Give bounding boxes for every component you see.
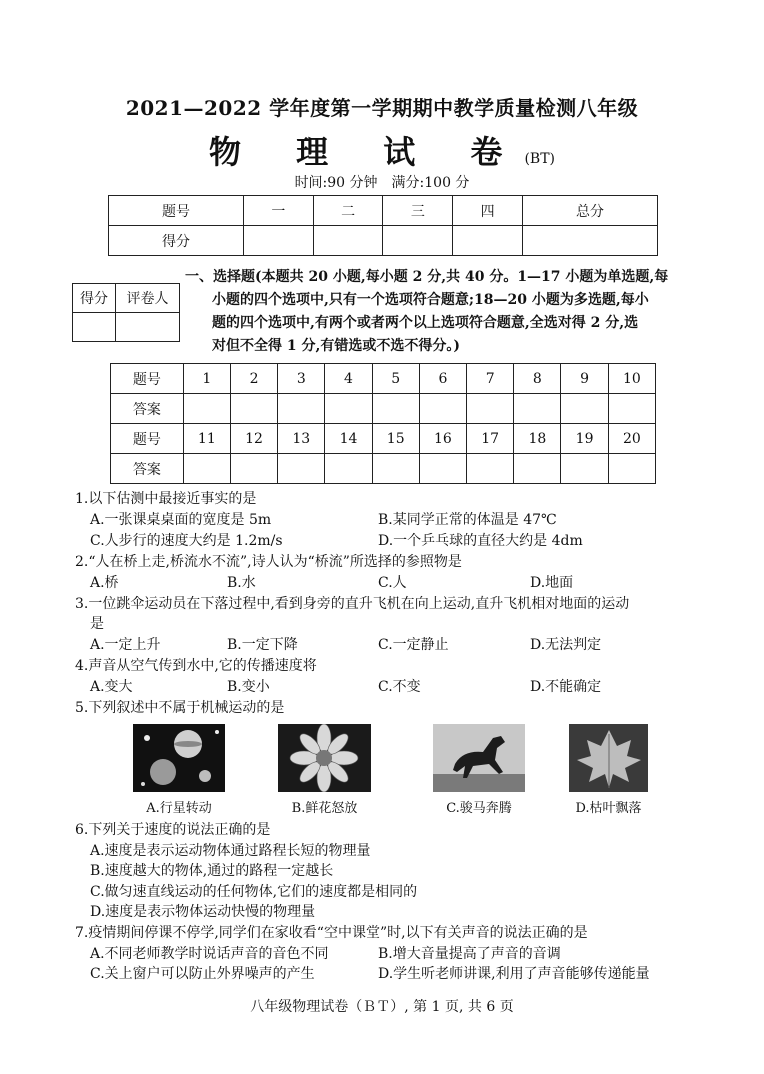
answer-qnum: 18	[514, 424, 561, 454]
section-instruction-line: 题的四个选项中,有两个或者两个以上选项符合题意,全选对得 2 分,选	[212, 315, 639, 331]
answer-blank-row	[111, 394, 656, 424]
answer-qnum: 11	[183, 424, 230, 454]
answer-blank[interactable]	[325, 454, 372, 484]
answer-qnum: 5	[372, 364, 419, 394]
grader-label: 评卷人	[116, 284, 180, 313]
answer-blank[interactable]	[419, 454, 466, 484]
answer-label: 题号	[111, 424, 184, 454]
score-cell: 题号	[109, 196, 244, 226]
question-3-option-d: D.无法判定	[530, 637, 602, 653]
answer-blank[interactable]	[372, 454, 419, 484]
leaf-image	[569, 724, 648, 792]
answer-blank[interactable]	[278, 454, 325, 484]
answer-blank[interactable]	[230, 454, 277, 484]
answer-qnum: 2	[230, 364, 277, 394]
question-7-option-b: B.增大音量提高了声音的音调	[378, 946, 561, 962]
score-cell: 一	[243, 196, 313, 226]
answer-blank-row	[111, 454, 656, 484]
question-7-option-d: D.学生听老师讲课,利用了声音能够传递能量	[378, 966, 650, 982]
question-3-option-a: A.一定上升	[90, 637, 161, 653]
answer-blank[interactable]	[514, 394, 561, 424]
answer-blank[interactable]	[467, 454, 514, 484]
question-4-option-d: D.不能确定	[530, 679, 602, 695]
answer-label: 答案	[111, 454, 184, 484]
answer-qnum: 13	[278, 424, 325, 454]
question-3-stem: 3.一位跳伞运动员在下落过程中,看到身旁的直升飞机在向上运动,直升飞机相对地面的运动	[75, 596, 630, 612]
question-1-option-a: A.一张课桌桌面的宽度是 5m	[90, 512, 272, 528]
question-6-option-b: B.速度越大的物体,通过的路程一定越长	[90, 863, 334, 879]
answer-blank[interactable]	[561, 454, 608, 484]
flower-icon	[278, 724, 371, 792]
question-6-option-d: D.速度是表示物体运动快慢的物理量	[90, 904, 316, 920]
answer-qnum: 15	[372, 424, 419, 454]
answer-blank[interactable]	[561, 394, 608, 424]
question-7-option-a: A.不同老师教学时说话声音的音色不同	[90, 946, 329, 962]
question-7-option-c: C.关上窗户可以防止外界噪声的产生	[90, 966, 315, 982]
question-3-option-c: C.一定静止	[378, 637, 449, 653]
answer-qnum: 17	[467, 424, 514, 454]
answer-blank[interactable]	[419, 394, 466, 424]
page-title	[0, 127, 764, 173]
answer-label: 答案	[111, 394, 184, 424]
answer-qnum: 12	[230, 424, 277, 454]
answer-qnum: 3	[278, 364, 325, 394]
answer-blank[interactable]	[514, 454, 561, 484]
question-2-option-a: A.桥	[90, 575, 119, 591]
answer-blank[interactable]	[608, 454, 655, 484]
leaf-icon	[569, 724, 648, 792]
title-suffix: (BT)	[524, 151, 555, 167]
score-header-row	[109, 196, 658, 226]
question-5-option-a: A.行星转动	[146, 801, 212, 816]
answer-qnum-row	[111, 424, 656, 454]
question-4-option-b: B.变小	[227, 679, 270, 695]
answer-qnum: 7	[467, 364, 514, 394]
question-3-option-b: B.一定下降	[227, 637, 298, 653]
answer-qnum-row	[111, 364, 656, 394]
question-2-option-c: C.人	[378, 575, 407, 591]
score-blank[interactable]	[243, 226, 313, 256]
planets-image	[133, 724, 225, 792]
time-info: 时间:90 分钟 满分:100 分	[294, 175, 470, 191]
answer-blank[interactable]	[467, 394, 514, 424]
question-2-option-d: D.地面	[530, 575, 574, 591]
exam-header-line: 2021—2022 学年度第一学期期中教学质量检测八年级	[125, 96, 639, 120]
question-4-stem: 4.声音从空气传到水中,它的传播速度将	[75, 658, 317, 674]
question-3-stem-cont: 是	[90, 616, 104, 632]
section-1-instructions	[185, 266, 685, 358]
answer-blank[interactable]	[372, 394, 419, 424]
answer-qnum: 1	[183, 364, 230, 394]
grader-score-label: 得分	[73, 284, 116, 313]
question-2-option-b: B.水	[227, 575, 256, 591]
answer-blank[interactable]	[278, 394, 325, 424]
horse-image	[433, 724, 525, 792]
grader-blank[interactable]	[116, 313, 180, 342]
answer-blank[interactable]	[183, 394, 230, 424]
question-5-option-b: B.鲜花怒放	[291, 801, 358, 816]
question-6-option-c: C.做匀速直线运动的任何物体,它们的速度都是相同的	[90, 884, 418, 900]
grader-blank[interactable]	[73, 313, 116, 342]
section-instruction-line: 小题的四个选项中,只有一个选项符合题意;18—20 小题为多选题,每小	[212, 292, 649, 308]
page-footer: 八年级物理试卷（ＢＴ）, 第 1 页, 共 6 页	[250, 999, 514, 1015]
answer-qnum: 9	[561, 364, 608, 394]
section-instruction-line: 对但不全得 1 分,有错选或不选不得分。)	[212, 338, 460, 354]
question-5-option-c: C.骏马奔腾	[446, 801, 512, 816]
question-6-stem: 6.下列关于速度的说法正确的是	[75, 822, 271, 838]
question-1-option-c: C.人步行的速度大约是 1.2m/s	[90, 533, 283, 549]
answer-table	[110, 363, 656, 484]
answer-qnum: 10	[608, 364, 655, 394]
score-cell: 三	[383, 196, 453, 226]
question-7-stem: 7.疫情期间停课不停学,同学们在家收看“空中课堂”时,以下有关声音的说法正确的是	[75, 925, 588, 941]
answer-blank[interactable]	[608, 394, 655, 424]
question-1-option-b: B.某同学正常的体温是 47℃	[378, 512, 557, 528]
score-cell: 得分	[109, 226, 244, 256]
answer-blank[interactable]	[230, 394, 277, 424]
answer-qnum: 4	[325, 364, 372, 394]
answer-qnum: 16	[419, 424, 466, 454]
question-5-option-d: D.枯叶飘落	[575, 801, 642, 816]
answer-qnum: 19	[561, 424, 608, 454]
answer-qnum: 14	[325, 424, 372, 454]
question-1-option-d: D.一个乒乓球的直径大约是 4dm	[378, 533, 583, 549]
answer-qnum: 20	[608, 424, 655, 454]
score-blank[interactable]	[523, 226, 658, 256]
score-value-row	[109, 226, 658, 256]
question-4-option-a: A.变大	[90, 679, 133, 695]
grader-table	[72, 283, 180, 342]
question-5-stem: 5.下列叙述中不属于机械运动的是	[75, 700, 285, 716]
answer-blank[interactable]	[183, 454, 230, 484]
flower-image	[278, 724, 371, 792]
answer-blank[interactable]	[325, 394, 372, 424]
question-1-stem: 1.以下估测中最接近事实的是	[75, 491, 257, 507]
score-blank[interactable]	[453, 226, 523, 256]
score-cell: 二	[313, 196, 383, 226]
question-2-stem: 2.“人在桥上走,桥流水不流”,诗人认为“桥流”所选择的参照物是	[75, 554, 462, 570]
score-cell: 总分	[523, 196, 658, 226]
score-table	[108, 195, 658, 256]
score-cell: 四	[453, 196, 523, 226]
question-6-option-a: A.速度是表示运动物体通过路程长短的物理量	[90, 843, 371, 859]
section-heading: 一、选择题(本题共 20 小题,每小题 2 分,共 40 分。1—17 小题为单选题,每	[185, 269, 669, 285]
answer-qnum: 8	[514, 364, 561, 394]
horse-icon	[433, 724, 525, 792]
question-4-option-c: C.不变	[378, 679, 421, 695]
score-blank[interactable]	[313, 226, 383, 256]
title-text: 物 理 试 卷	[209, 133, 525, 171]
planets-icon	[133, 724, 225, 792]
answer-label: 题号	[111, 364, 184, 394]
answer-qnum: 6	[419, 364, 466, 394]
score-blank[interactable]	[383, 226, 453, 256]
